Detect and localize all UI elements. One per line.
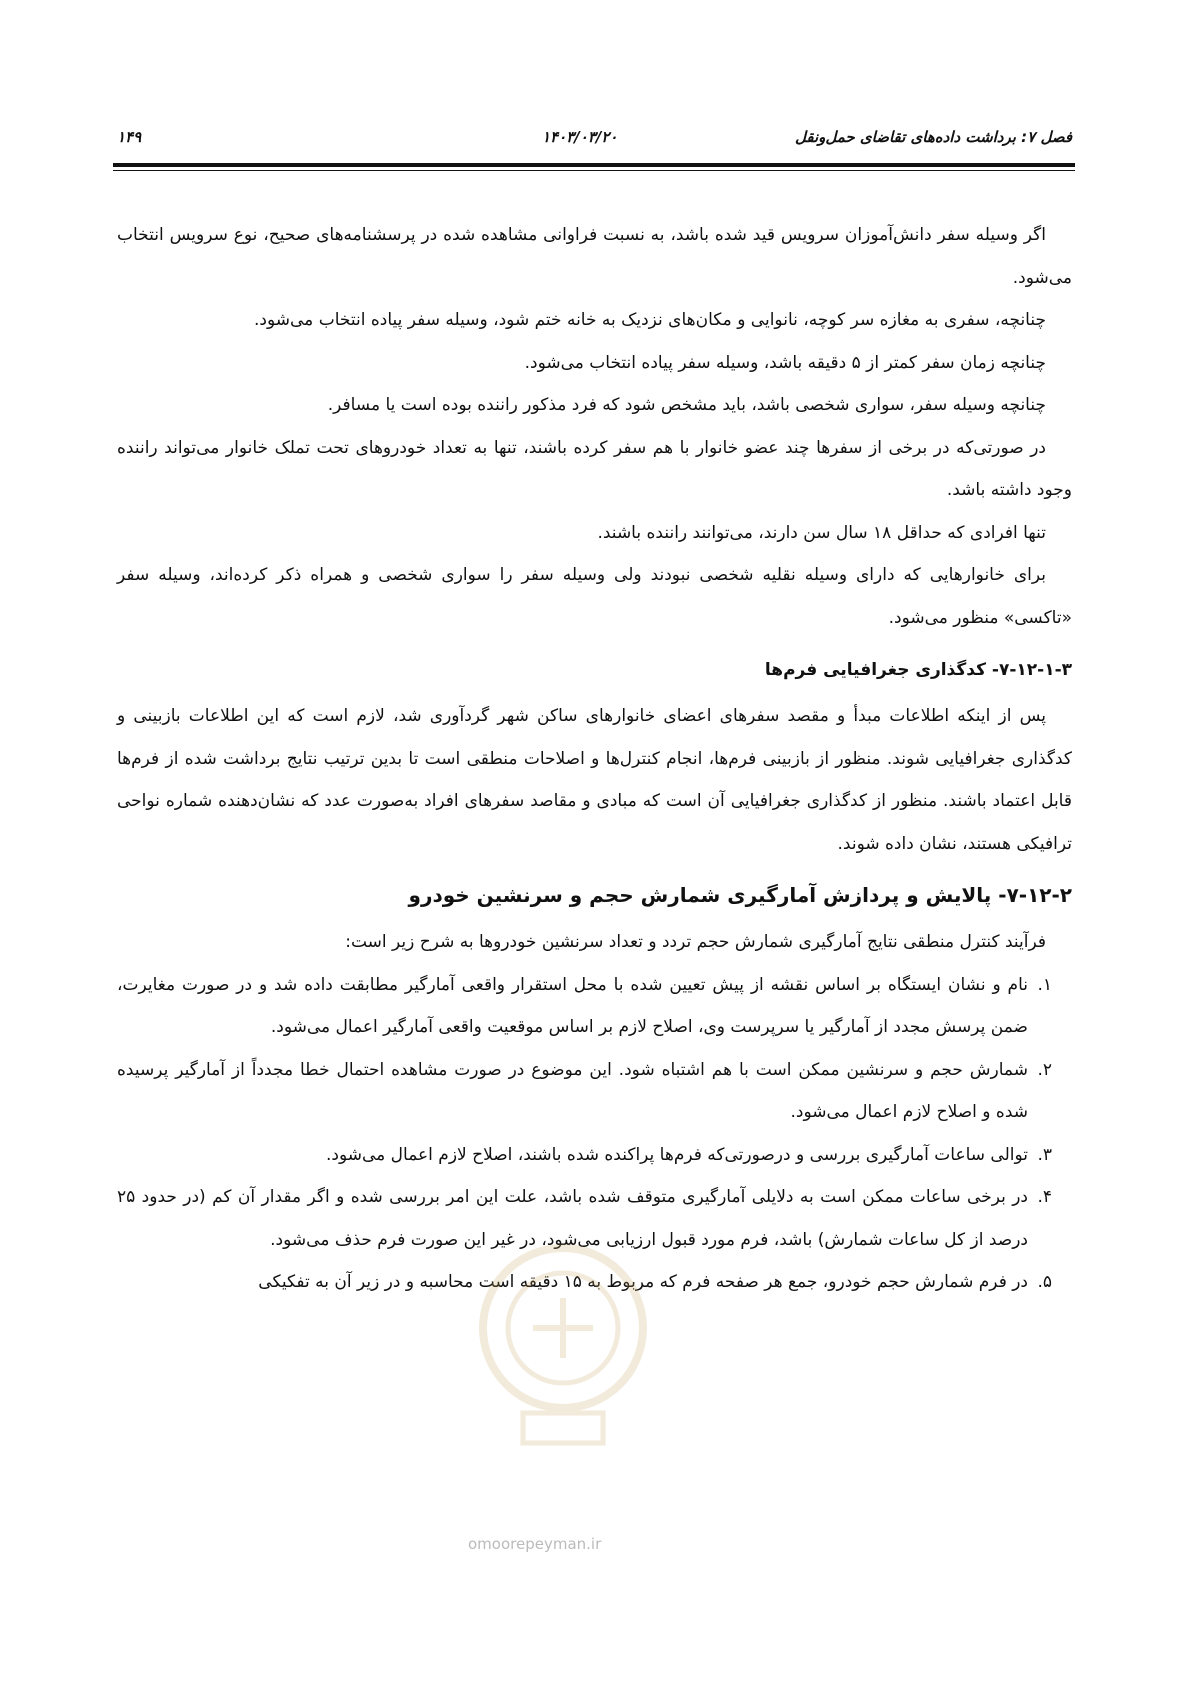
page-number: ۱۴۹ (117, 128, 142, 146)
paragraph: پس از اینکه اطلاعات مبدأ و مقصد سفرهای اعضای خانوارهای ساکن شهر گردآوری شد، لازم است که این اطلاعات بازبینی و کدگذاری جغرافیایی شوند. منظور از بازبینی فرم‌ها، انجام کنترل‌ها و اصلاحات منطقی است تا بدین ترتیب نتایج برداشت شده از فرم‌ها قابل اعتماد باشند. منظور از کدگذاری جغرافیایی آن است که مبادی و مقاصد سفرهای افراد به‌صورت عدد که نشان‌دهنده شماره نواحی ترافیکی هستند، نشان داده شوند. (117, 706, 1072, 854)
header-rule-thick (113, 163, 1075, 167)
list-number: ۳. (1037, 1144, 1052, 1165)
list-item (117, 1134, 1072, 1177)
list-item-text: توالی ساعات آمارگیری بررسی و درصورتی‌که فرم‌ها پراکنده شده باشند، اصلاح لازم اعمال می‌شود. (325, 1144, 1028, 1165)
paragraph: اگر وسیله سفر دانش‌آموزان سرویس قید شده باشد، به نسبت فراوانی مشاهده شده در پرسشنامه‌های صحیح، نوع سرویس انتخاب می‌شود. (117, 225, 1072, 288)
list-item (117, 964, 1072, 1049)
list-number: ۴. (1037, 1187, 1052, 1207)
paragraph: چنانچه، سفری به مغازه سر کوچه، نانوایی و مکان‌های نزدیک به خانه ختم شود، وسیله سفر پیاده انتخاب می‌شود. (254, 310, 1046, 330)
list-item-text: نام و نشان ایستگاه بر اساس نقشه از پیش تعیین شده با محل استقرار واقعی آمارگیر مطابقت داده شد و در صورت مغایرت، ضمن پرسش مجدد از آمارگیر یا سرپرست وی، اصلاح لازم بر اساس موقعیت واقعی آمارگیر اعمال می‌شود. (117, 974, 1028, 1037)
chapter-title: فصل ۷: برداشت داده‌های تقاضای حمل‌ونقل (795, 128, 1072, 146)
section-intro: فرآیند کنترل منطقی نتایج آمارگیری شمارش حجم تردد و تعداد سرنشین خودروها به شرح زیر است: (345, 932, 1046, 952)
list-number: ۲. (1037, 1059, 1052, 1080)
header-date: ۱۴۰۳/۰۳/۲۰ (542, 128, 618, 146)
paragraph: تنها افرادی که حداقل ۱۸ سال سن دارند، می‌توانند راننده باشند. (597, 522, 1046, 543)
paragraph: چنانچه زمان سفر کمتر از ۵ دقیقه باشد، وسیله سفر پیاده انتخاب می‌شود. (524, 352, 1046, 373)
list-item (117, 1049, 1072, 1134)
page-header (117, 128, 1072, 158)
list-item-text: در فرم شمارش حجم خودرو، جمع هر صفحه فرم که مربوط به ۱۵ دقیقه است محاسبه و در زیر آن به تفکیکی (258, 1272, 1028, 1292)
page-body (117, 214, 1072, 1304)
list-number: ۵. (1037, 1272, 1052, 1292)
section-heading: ۷-۱۲-۱-۳- کدگذاری جغرافیایی فرم‌ها (764, 660, 1072, 680)
list-item (117, 1261, 1072, 1304)
section-heading: ۷-۱۲-۲- پالایش و پردازش آمارگیری شمارش حجم و سرنشین خودرو (408, 883, 1072, 907)
list-number: ۱. (1037, 974, 1052, 995)
header-rule-thin (113, 170, 1075, 171)
list-item (117, 1176, 1072, 1261)
paragraph: برای خانوارهایی که دارای وسیله نقلیه شخصی نبودند ولی وسیله سفر را سواری شخصی و همراه ذکر کرده‌اند، وسیله سفر «تاکسی» منظور می‌شود. (117, 565, 1072, 628)
paragraph: در صورتی‌که در برخی از سفرها چند عضو خانوار با هم سفر کرده باشند، تنها به تعداد خودروهای تحت تملک خانوار می‌تواند راننده وجود داشته باشد. (117, 437, 1072, 500)
watermark-text: omoorepeyman.ir (468, 1535, 602, 1553)
numbered-list (117, 964, 1072, 1304)
list-item-text: در برخی ساعات ممکن است به دلایلی آمارگیری متوقف شده باشد، علت این امر بررسی شده و اگر مقدار آن کم (در حدود ۲۵ درصد از کل ساعات شمارش) باشد، فرم مورد قبول ارزیابی می‌شود، در غیر این صورت فرم حذف می‌شود. (117, 1187, 1028, 1250)
list-item-text: شمارش حجم و سرنشین ممکن است با هم اشتباه شود. این موضوع در صورت مشاهده احتمال خطا مجدداً از آمارگیر پرسیده شده و اصلاح لازم اعمال می‌شود. (117, 1059, 1028, 1122)
paragraph: چنانچه وسیله سفر، سواری شخصی باشد، باید مشخص شود که فرد مذکور راننده بوده است یا مسافر. (327, 395, 1046, 415)
